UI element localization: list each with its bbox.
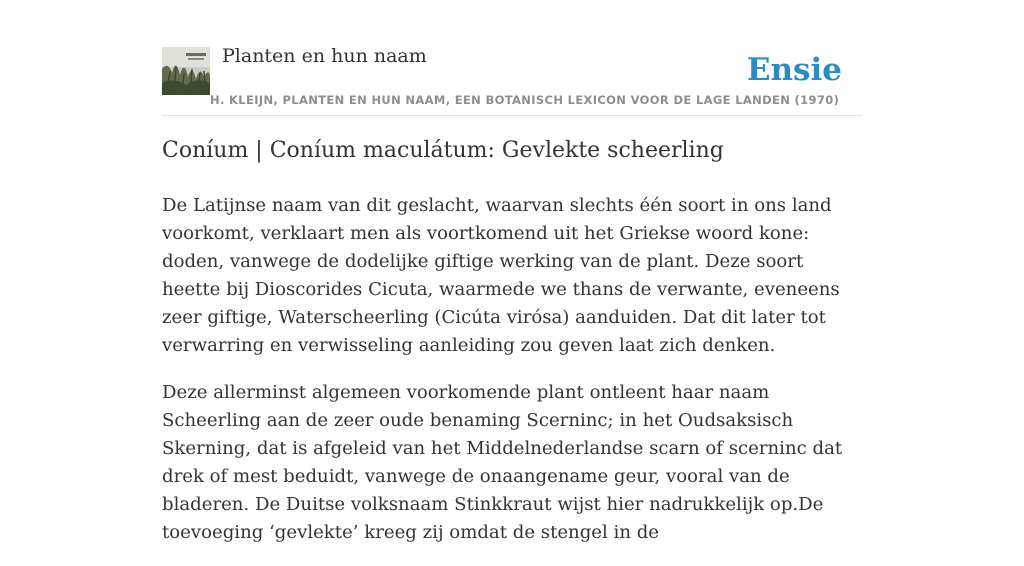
- entry-paragraph: Deze allerminst algemeen voorkomende plant ontleent haar naam Scheerling aan de zeer oude benaming Scerninc; in het Oudsaksisch Skerning, dat is afgeleid van het Middelnederlandse scarn of scerninc dat drek of mest beduidt, vanwege de onaangename geur, vooral van de bladeren. De Duitse volksnaam Stinkkraut wijst hier nadrukkelijk op.De toevoeging ‘gevlekte’ kreeg zij omdat de stengel in de: [162, 382, 843, 543]
- entry-paragraph: De Latijnse naam van dit geslacht, waarvan slechts één soort in ons land voorkomt, verklaart men als voortkomend uit het Griekse woord kone: doden, vanwege de dodelijke giftige werking van de plant. Deze soort heette bij Dioscorides Cicuta, waarmede we thans de verwante, eveneens zeer giftige, Waterscheerling (Cicúta virósa) aanduiden. Dat dit later tot verwarring en verwisseling aanleiding zou geven laat zich denken.: [162, 195, 840, 356]
- brand-logo[interactable]: Ensie: [746, 52, 842, 88]
- content-column: [162, 0, 862, 543]
- book-title[interactable]: Planten en hun naam: [222, 45, 427, 67]
- book-cover-icon[interactable]: [162, 47, 210, 95]
- source-citation: H. KLEIJN, PLANTEN EN HUN NAAM, EEN BOTANISCH LEXICON VOOR DE LAGE LANDEN (1970): [210, 93, 840, 107]
- entry-body: [162, 192, 862, 566]
- entry-title: Coníum | Coníum maculátum: Gevlekte scheerling: [162, 138, 724, 163]
- header: [162, 0, 862, 116]
